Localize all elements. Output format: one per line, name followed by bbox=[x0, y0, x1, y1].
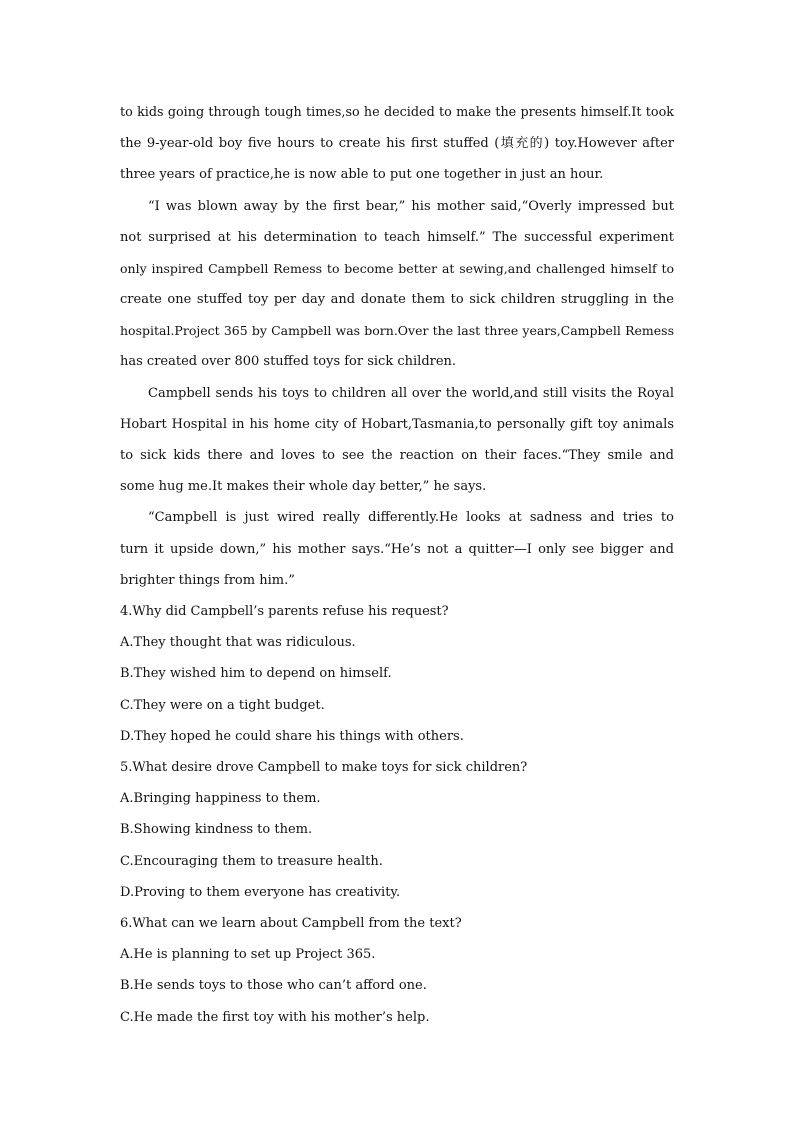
answer-option: B.They wished him to depend on himself. bbox=[120, 666, 392, 681]
text-line: Hobart Hospital in his home city of Hobart,Tasmania,to personally gift toy animals bbox=[120, 417, 674, 432]
answer-option: C.They were on a tight budget. bbox=[120, 698, 325, 713]
text-line: “I was blown away by the first bear,” his mother said,“Overly impressed but bbox=[148, 199, 674, 214]
answer-option: C.He made the first toy with his mother’s help. bbox=[120, 1010, 430, 1025]
question-stem: 4.Why did Campbell’s parents refuse his request? bbox=[120, 604, 449, 619]
answer-option: D.Proving to them everyone has creativity. bbox=[120, 885, 401, 900]
answer-option: D.They hoped he could share his things with others. bbox=[120, 729, 464, 744]
answer-option: A.He is planning to set up Project 365. bbox=[120, 947, 376, 962]
text-line: some hug me.It makes their whole day better,” he says. bbox=[120, 479, 487, 494]
text-line: not surprised at his determination to teach himself.” The successful experiment bbox=[120, 230, 674, 245]
text-line: turn it upside down,” his mother says.“He’s not a quitter—I only see bigger and bbox=[120, 542, 674, 557]
text-line: the 9-year-old boy five hours to create his first stuffed (填充的) toy.However after bbox=[120, 136, 674, 151]
answer-option: A.They thought that was ridiculous. bbox=[120, 635, 356, 650]
question-stem: 6.What can we learn about Campbell from the text? bbox=[120, 916, 462, 931]
text-line: only inspired Campbell Remess to become better at sewing,and challenged himself to bbox=[120, 261, 674, 276]
answer-option: B.Showing kindness to them. bbox=[120, 822, 313, 837]
text-line: “Campbell is just wired really differently.He looks at sadness and tries to bbox=[148, 510, 674, 525]
text-line: three years of practice,he is now able to put one together in just an hour. bbox=[120, 167, 604, 182]
text-line: Campbell sends his toys to children all over the world,and still visits the Royal bbox=[148, 386, 674, 401]
text-line: to sick kids there and loves to see the reaction on their faces.“They smile and bbox=[120, 448, 674, 463]
question-stem: 5.What desire drove Campbell to make toys for sick children? bbox=[120, 760, 528, 775]
answer-option: A.Bringing happiness to them. bbox=[120, 791, 321, 806]
text-line: hospital.Project 365 by Campbell was born.Over the last three years,Campbell Remess bbox=[120, 323, 674, 338]
text-line: brighter things from him.” bbox=[120, 573, 295, 588]
text-line: has created over 800 stuffed toys for sick children. bbox=[120, 354, 457, 369]
text-line: create one stuffed toy per day and donate them to sick children struggling in the bbox=[120, 292, 674, 307]
text-line: to kids going through tough times,so he decided to make the presents himself.It took bbox=[120, 105, 674, 120]
answer-option: C.Encouraging them to treasure health. bbox=[120, 854, 383, 869]
answer-option: B.He sends toys to those who can’t afford one. bbox=[120, 978, 427, 993]
